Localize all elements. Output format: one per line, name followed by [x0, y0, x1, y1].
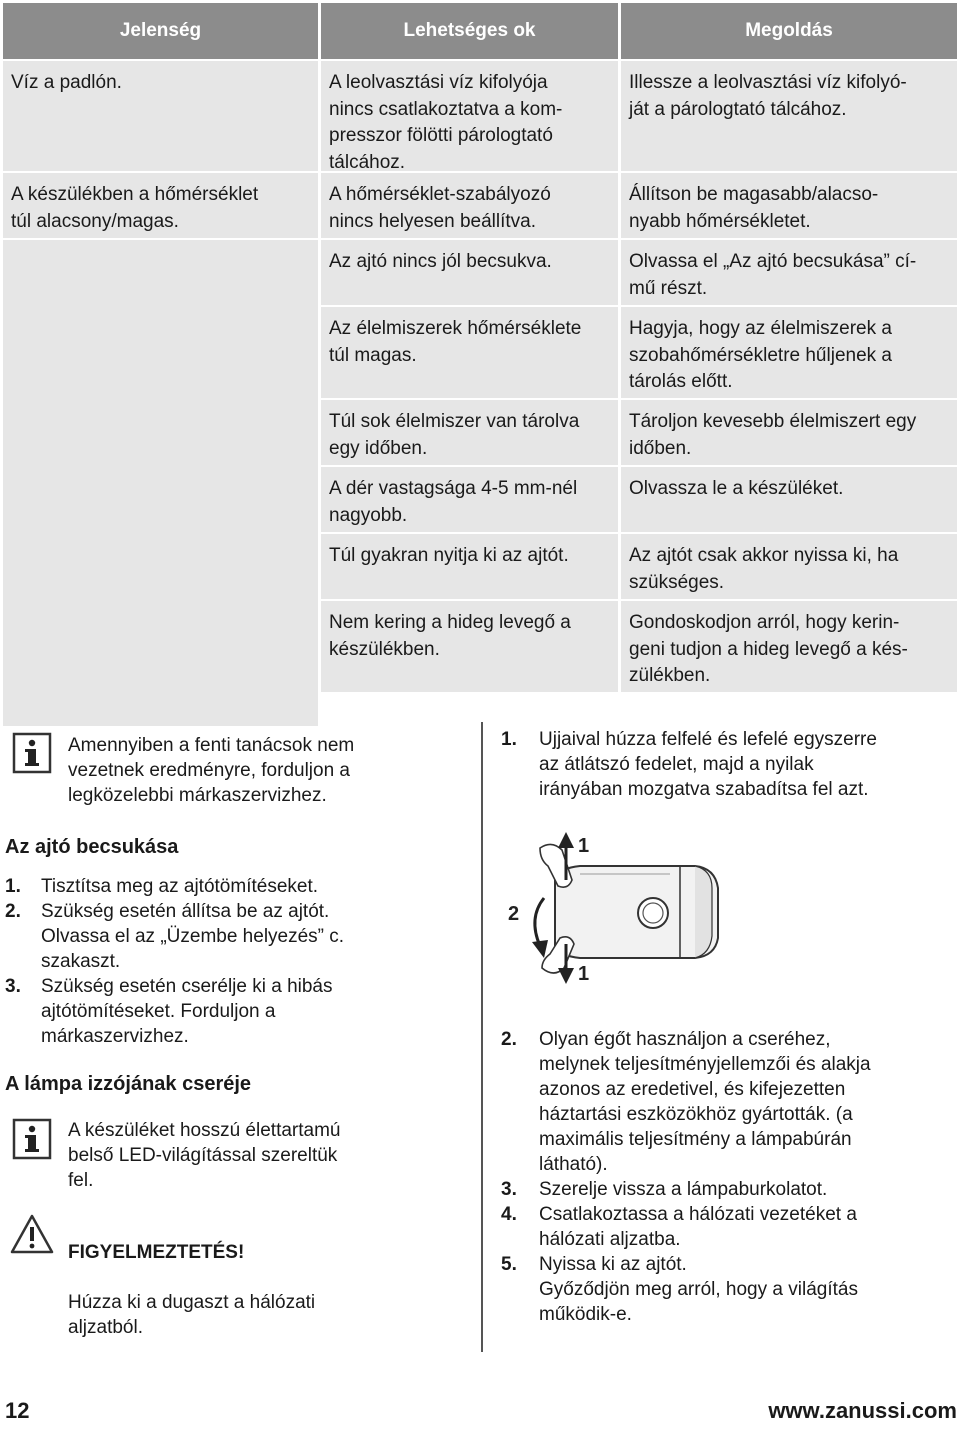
lamp-step-1 — [501, 727, 877, 802]
solution-column — [621, 61, 957, 728]
list-item: 3. Szükség esetén cserélje ki a hibás ajtótömítéseket. Forduljon a márkaszervizhez. — [5, 976, 333, 1047]
figure-label-top: 1 — [578, 835, 590, 857]
door-steps — [5, 874, 344, 1049]
table-cell: A dér vastagsága 4-5 mm-nél nagyobb. — [321, 467, 618, 532]
warning-title: FIGYELMEZTETÉS! — [68, 1242, 245, 1263]
header-symptom: Jelenség — [3, 3, 318, 59]
website-url: www.zanussi.com — [768, 1398, 957, 1423]
list-item: 2. Olyan égőt használjon a cseréhez, melynek teljesítményjellemzői és alakja azonos az eredetivel, és kifejezetten háztartási eszközökhöz gyártották. (a maximális teljesítmény a lámpabúrán látható). — [501, 1029, 871, 1175]
table-cell — [3, 240, 318, 726]
lamp-cover-illustration — [500, 818, 730, 998]
door-closing-heading: Az ajtó becsukása — [5, 836, 179, 858]
info-icon — [11, 731, 53, 775]
table-cell: Hagyja, hogy az élelmiszerek a szobahőmérsékletre hűljenek a tárolás előtt. — [621, 307, 957, 398]
table-cell: Olvassza le a készüléket. — [621, 467, 957, 532]
table-cell: Az ajtót csak akkor nyissa ki, ha szükséges. — [621, 534, 957, 599]
figure-label-bottom: 1 — [578, 963, 590, 985]
warning-text: Húzza ki a dugaszt a hálózati aljzatból. — [68, 1292, 316, 1338]
list-item: 1. Ujjaival húzza felfelé és lefelé egyszerre az átlátszó fedelet, majd a nyilak irányában mozgatva szabadítsa fel azt. — [501, 729, 877, 800]
list-item: 4. Csatlakoztassa a hálózati vezetéket a hálózati aljzatba. — [501, 1204, 857, 1250]
lamp-steps — [501, 1027, 871, 1327]
symptom-column — [3, 61, 318, 728]
table-cell: Tároljon kevesebb élelmiszert egy időben. — [621, 400, 957, 465]
list-item: 5. Nyissa ki az ajtót. Győződjön meg arról, hogy a világítás működik-e. — [501, 1254, 858, 1325]
table-cell: A leolvasztási víz kifolyója nincs csatlakoztatva a kom- presszor fölötti párologtató tálcához. — [321, 61, 618, 171]
table-cell: Nem kering a hideg levegő a készülékben. — [321, 601, 618, 692]
header-cause: Lehetséges ok — [321, 3, 618, 59]
troubleshooting-table — [3, 3, 957, 728]
cause-column — [321, 61, 618, 728]
table-cell: Illessze a leolvasztási víz kifolyó- ját a párologtató tálcához. — [621, 61, 957, 171]
table-cell: Túl sok élelmiszer van tárolva egy időben. — [321, 400, 618, 465]
info-icon — [11, 1117, 53, 1161]
figure-label-left: 2 — [508, 903, 520, 925]
table-cell: Túl gyakran nyitja ki az ajtót. — [321, 534, 618, 599]
led-note-text: A készüléket hosszú élettartamú belső LED-világítással szereltük fel. — [68, 1120, 341, 1191]
lamp-heading: A lámpa izzójának cseréje — [5, 1073, 252, 1095]
page-number: 12 — [5, 1398, 30, 1423]
table-header — [3, 3, 957, 59]
header-solution: Megoldás — [621, 3, 957, 59]
table-cell: Az ajtó nincs jól becsukva. — [321, 240, 618, 305]
table-cell: Víz a padlón. — [3, 61, 318, 171]
table-cell: Az élelmiszerek hőmérséklete túl magas. — [321, 307, 618, 398]
table-cell: A hőmérséklet-szabályozó nincs helyesen beállítva. — [321, 173, 618, 238]
table-cell: Olvassa el „Az ajtó becsukása” cí- mű részt. — [621, 240, 957, 305]
warning-icon — [9, 1212, 55, 1256]
column-divider — [481, 722, 483, 1352]
table-cell: Állítson be magasabb/alacso- nyabb hőmérsékletet. — [621, 173, 957, 238]
info-note-text: Amennyiben a fenti tanácsok nem vezetnek eredményre, forduljon a legközelebbi márkaszervizhez. — [68, 735, 355, 806]
warning-block — [68, 1215, 315, 1365]
table-cell: A készülékben a hőmérséklet túl alacsony/magas. — [3, 173, 318, 238]
list-item: 2. Szükség esetén állítsa be az ajtót. Olvassa el az „Üzembe helyezés” c. szakaszt. — [5, 901, 345, 972]
list-item: 3. Szerelje vissza a lámpaburkolatot. — [501, 1179, 828, 1200]
list-item: 1. Tisztítsa meg az ajtótömítéseket. — [5, 876, 319, 897]
table-cell: Gondoskodjon arról, hogy kerin- geni tudjon a hideg levegő a kés- zülékben. — [621, 601, 957, 692]
